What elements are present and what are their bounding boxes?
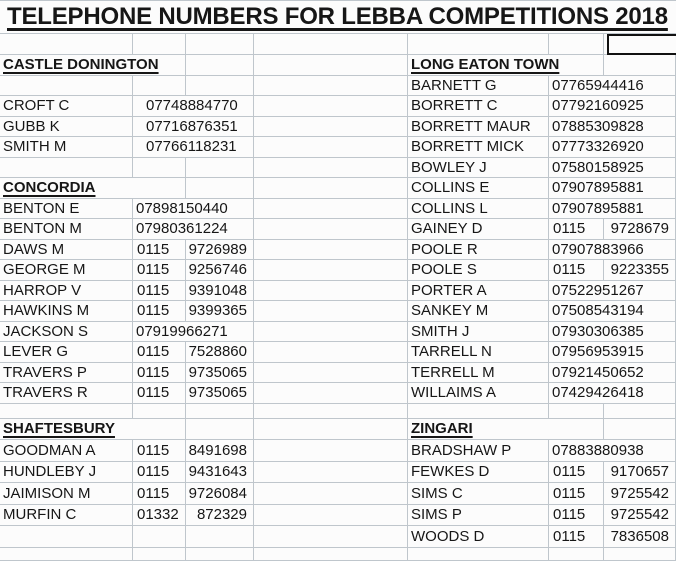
member-name[interactable]: COLLINS E bbox=[408, 178, 549, 199]
cell[interactable] bbox=[254, 178, 408, 199]
page-title: TELEPHONE NUMBERS FOR LEBBA COMPETITIONS 2018 bbox=[7, 3, 668, 30]
member-name[interactable]: GEORGE M bbox=[0, 260, 133, 281]
phone-area-code[interactable]: 0115 bbox=[133, 342, 186, 363]
phone-number[interactable]: 9170657 bbox=[604, 462, 676, 484]
phone-number[interactable]: 07429426418 bbox=[549, 383, 676, 404]
member-name[interactable]: HAWKINS M bbox=[0, 301, 133, 322]
member-name[interactable]: POOLE R bbox=[408, 240, 549, 261]
cell[interactable] bbox=[604, 419, 676, 441]
cell[interactable] bbox=[186, 404, 254, 419]
cell[interactable] bbox=[254, 76, 408, 97]
cell[interactable] bbox=[254, 240, 408, 261]
member-name[interactable]: GOODMAN A bbox=[0, 440, 133, 462]
member-name[interactable]: FEWKES D bbox=[408, 462, 549, 484]
cell[interactable] bbox=[254, 419, 408, 441]
member-name[interactable]: BENTON E bbox=[0, 199, 133, 220]
club-header[interactable]: LONG EATON TOWN bbox=[408, 55, 604, 76]
member-name[interactable]: SANKEY M bbox=[408, 301, 549, 322]
member-name[interactable]: BORRETT MICK bbox=[408, 137, 549, 158]
member-name[interactable]: DAWS M bbox=[0, 240, 133, 261]
member-name[interactable]: WOODS D bbox=[408, 526, 549, 548]
cell[interactable] bbox=[254, 548, 408, 561]
member-name[interactable]: BRADSHAW P bbox=[408, 440, 549, 462]
member-name[interactable]: LEVER G bbox=[0, 342, 133, 363]
phone-number[interactable]: 07748884770 bbox=[133, 96, 254, 117]
phone-number[interactable]: 07956953915 bbox=[549, 342, 676, 363]
phone-number[interactable]: 07930306385 bbox=[549, 322, 676, 343]
cell[interactable] bbox=[133, 158, 186, 179]
cell[interactable] bbox=[133, 76, 186, 97]
phone-area-code[interactable]: 0115 bbox=[133, 383, 186, 404]
phone-number[interactable]: 07921450652 bbox=[549, 363, 676, 384]
cell[interactable] bbox=[254, 34, 408, 55]
phone-number[interactable]: 07522951267 bbox=[549, 281, 676, 302]
member-name[interactable]: BOWLEY J bbox=[408, 158, 549, 179]
phone-number[interactable]: 9735065 bbox=[186, 363, 254, 384]
cell[interactable] bbox=[254, 96, 408, 117]
cell[interactable] bbox=[408, 34, 549, 55]
phone-area-code[interactable]: 0115 bbox=[549, 462, 604, 484]
phone-number[interactable]: 07508543194 bbox=[549, 301, 676, 322]
member-name[interactable]: SMITH J bbox=[408, 322, 549, 343]
cell[interactable] bbox=[186, 158, 254, 179]
cell[interactable] bbox=[408, 548, 549, 561]
cell[interactable] bbox=[0, 404, 133, 419]
member-name[interactable]: TRAVERS P bbox=[0, 363, 133, 384]
cell[interactable] bbox=[0, 34, 133, 55]
cell[interactable] bbox=[186, 178, 254, 199]
cell[interactable] bbox=[254, 483, 408, 505]
club-header[interactable]: ZINGARI bbox=[408, 419, 604, 441]
cell[interactable] bbox=[133, 34, 186, 55]
phone-number[interactable]: 8491698 bbox=[186, 440, 254, 462]
cell[interactable] bbox=[133, 548, 186, 561]
phone-area-code[interactable]: 0115 bbox=[133, 260, 186, 281]
cell[interactable] bbox=[604, 404, 676, 419]
phone-area-code[interactable]: 0115 bbox=[549, 483, 604, 505]
cell[interactable] bbox=[408, 404, 549, 419]
member-name[interactable]: SIMS P bbox=[408, 505, 549, 527]
phone-area-code[interactable]: 0115 bbox=[133, 240, 186, 261]
phone-number[interactable]: 07716876351 bbox=[133, 117, 254, 138]
member-name[interactable]: GUBB K bbox=[0, 117, 133, 138]
cell[interactable] bbox=[254, 526, 408, 548]
phone-area-code[interactable]: 0115 bbox=[549, 526, 604, 548]
phone-area-code[interactable]: 0115 bbox=[133, 440, 186, 462]
cell[interactable] bbox=[549, 548, 604, 561]
phone-number[interactable]: 07907883966 bbox=[549, 240, 676, 261]
member-name[interactable]: BENTON M bbox=[0, 219, 133, 240]
phone-number[interactable]: 7528860 bbox=[186, 342, 254, 363]
member-name[interactable]: COLLINS L bbox=[408, 199, 549, 220]
cell[interactable] bbox=[0, 526, 133, 548]
cell[interactable] bbox=[604, 548, 676, 561]
phone-number[interactable]: 07980361224 bbox=[133, 219, 254, 240]
phone-number[interactable]: 07580158925 bbox=[549, 158, 676, 179]
member-name[interactable]: POOLE S bbox=[408, 260, 549, 281]
member-name[interactable]: BARNETT G bbox=[408, 76, 549, 97]
phone-number[interactable]: 7836508 bbox=[604, 526, 676, 548]
member-name[interactable]: WILLAIMS A bbox=[408, 383, 549, 404]
cell[interactable] bbox=[254, 404, 408, 419]
phone-number[interactable]: 9391048 bbox=[186, 281, 254, 302]
cell[interactable] bbox=[186, 34, 254, 55]
member-name[interactable]: CROFT C bbox=[0, 96, 133, 117]
member-name[interactable]: HUNDLEBY J bbox=[0, 462, 133, 484]
cell[interactable] bbox=[254, 199, 408, 220]
member-name[interactable]: TERRELL M bbox=[408, 363, 549, 384]
cell[interactable] bbox=[133, 404, 186, 419]
cell[interactable] bbox=[186, 548, 254, 561]
phone-area-code[interactable]: 0115 bbox=[549, 219, 604, 240]
phone-number[interactable]: 9725542 bbox=[604, 505, 676, 527]
cell[interactable] bbox=[254, 158, 408, 179]
phone-number[interactable]: 9431643 bbox=[186, 462, 254, 484]
phone-number[interactable]: 07907895881 bbox=[549, 178, 676, 199]
cell[interactable] bbox=[604, 55, 676, 76]
club-header[interactable]: SHAFTESBURY bbox=[0, 419, 186, 441]
phone-number[interactable]: 9223355 bbox=[604, 260, 676, 281]
member-name[interactable]: SMITH M bbox=[0, 137, 133, 158]
cell[interactable] bbox=[186, 419, 254, 441]
member-name[interactable]: JACKSON S bbox=[0, 322, 133, 343]
phone-area-code[interactable]: 0115 bbox=[133, 462, 186, 484]
cell[interactable] bbox=[254, 462, 408, 484]
phone-number[interactable]: 07883880938 bbox=[549, 440, 676, 462]
phone-area-code[interactable]: 0115 bbox=[133, 483, 186, 505]
cell[interactable] bbox=[254, 281, 408, 302]
cell[interactable] bbox=[254, 117, 408, 138]
title-cell[interactable] bbox=[0, 1, 676, 34]
member-name[interactable]: JAIMISON M bbox=[0, 483, 133, 505]
cell[interactable] bbox=[254, 363, 408, 384]
cell[interactable] bbox=[186, 76, 254, 97]
phone-number[interactable]: 9725542 bbox=[604, 483, 676, 505]
phone-number[interactable]: 07907895881 bbox=[549, 199, 676, 220]
phone-number[interactable]: 07885309828 bbox=[549, 117, 676, 138]
member-name[interactable]: BORRETT C bbox=[408, 96, 549, 117]
phone-number[interactable]: 9256746 bbox=[186, 260, 254, 281]
cell[interactable] bbox=[0, 76, 133, 97]
phone-number[interactable]: 9726989 bbox=[186, 240, 254, 261]
phone-area-code[interactable]: 0115 bbox=[133, 281, 186, 302]
member-name[interactable]: HARROP V bbox=[0, 281, 133, 302]
member-name[interactable]: SIMS C bbox=[408, 483, 549, 505]
cell[interactable] bbox=[254, 301, 408, 322]
member-name[interactable]: GAINEY D bbox=[408, 219, 549, 240]
cell[interactable] bbox=[0, 158, 133, 179]
bordered-empty-cell[interactable] bbox=[607, 34, 676, 55]
phone-number[interactable]: 9735065 bbox=[186, 383, 254, 404]
cell[interactable] bbox=[254, 322, 408, 343]
phone-number[interactable]: 07765944416 bbox=[549, 76, 676, 97]
phone-number[interactable]: 07773326920 bbox=[549, 137, 676, 158]
phone-area-code[interactable]: 0115 bbox=[549, 260, 604, 281]
cell[interactable] bbox=[0, 548, 133, 561]
club-header[interactable]: CASTLE DONINGTON bbox=[0, 55, 186, 76]
club-header[interactable]: CONCORDIA bbox=[0, 178, 186, 199]
cell[interactable] bbox=[133, 526, 186, 548]
cell[interactable] bbox=[254, 440, 408, 462]
phone-number[interactable]: 07766118231 bbox=[133, 137, 254, 158]
cell[interactable] bbox=[186, 55, 254, 76]
member-name[interactable]: TRAVERS R bbox=[0, 383, 133, 404]
cell[interactable] bbox=[254, 505, 408, 527]
cell[interactable] bbox=[254, 342, 408, 363]
phone-number[interactable]: 07898150440 bbox=[133, 199, 254, 220]
member-name[interactable]: TARRELL N bbox=[408, 342, 549, 363]
phone-area-code[interactable]: 01332 bbox=[133, 505, 186, 527]
phone-area-code[interactable]: 0115 bbox=[133, 301, 186, 322]
cell[interactable] bbox=[254, 260, 408, 281]
cell[interactable] bbox=[254, 219, 408, 240]
cell[interactable] bbox=[186, 526, 254, 548]
cell[interactable] bbox=[254, 137, 408, 158]
cell[interactable] bbox=[254, 383, 408, 404]
phone-number[interactable]: 07792160925 bbox=[549, 96, 676, 117]
phone-number[interactable]: 9726084 bbox=[186, 483, 254, 505]
cell[interactable] bbox=[254, 55, 408, 76]
member-name[interactable]: PORTER A bbox=[408, 281, 549, 302]
member-name[interactable]: MURFIN C bbox=[0, 505, 133, 527]
phone-number[interactable]: 872329 bbox=[186, 505, 254, 527]
phone-number[interactable]: 9399365 bbox=[186, 301, 254, 322]
phone-area-code[interactable]: 0115 bbox=[133, 363, 186, 384]
phone-number[interactable]: 07919966271 bbox=[133, 322, 254, 343]
cell[interactable] bbox=[549, 404, 604, 419]
member-name[interactable]: BORRETT MAUR bbox=[408, 117, 549, 138]
cell[interactable] bbox=[549, 34, 604, 55]
phone-number[interactable]: 9728679 bbox=[604, 219, 676, 240]
phone-area-code[interactable]: 0115 bbox=[549, 505, 604, 527]
